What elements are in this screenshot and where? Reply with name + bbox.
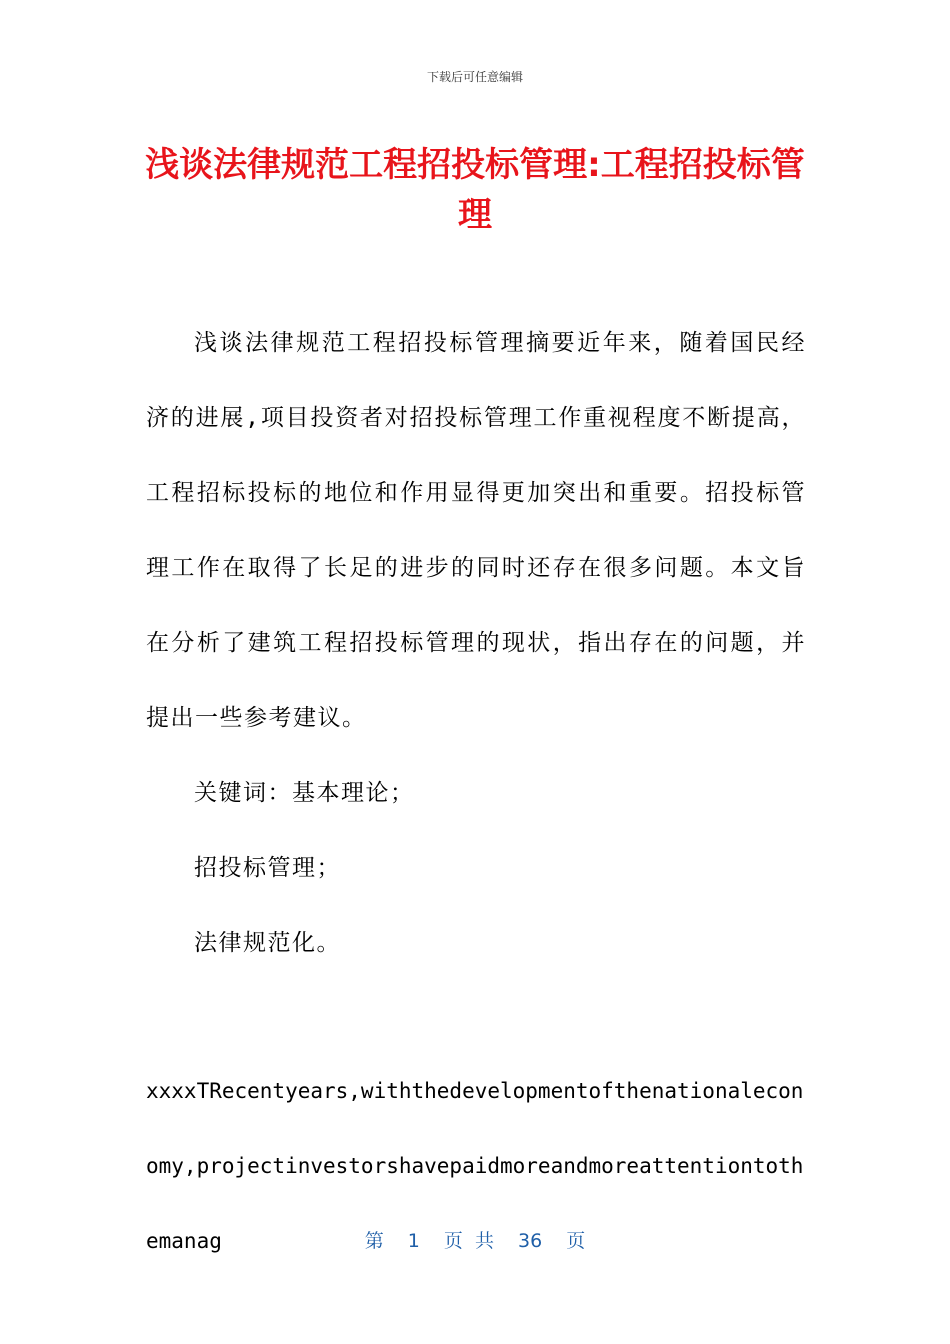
footer-prefix: 第	[364, 1230, 384, 1252]
footer-page-number: 1	[407, 1230, 420, 1252]
footer-mid: 页 共	[443, 1230, 494, 1252]
abstract-paragraph: 浅谈法律规范工程招投标管理摘要近年来，随着国民经济的进展,项目投资者对招投标管理工作重视程度不断提高，工程招标投标的地位和作用显得更加突出和重要。招投标管理工作在取得了长足的进步的同时还存在很多问题。本文旨在分析了建筑工程招投标管理的现状，指出存在的问题，并提出一些参考建议。	[146, 330, 806, 731]
document-title: 浅谈法律规范工程招投标管理:工程招投标管理	[145, 145, 805, 235]
keyword-line-2: 招投标管理；	[194, 855, 341, 881]
footer-suffix: 页	[566, 1230, 586, 1252]
footer-total-pages: 36	[518, 1230, 543, 1252]
keyword-line-3: 法律规范化。	[194, 930, 341, 956]
header-note: 下载后可任意编辑	[426, 70, 523, 84]
english-abstract: xxxxTRecentyears,withthedevelopmentofthenationaleconomy,projectinvestorshavepaidmoreandmoreattentiontothemanag	[146, 1079, 804, 1253]
page-footer	[0, 1226, 950, 1253]
keyword-line-1: 关键词：基本理论；	[194, 780, 415, 806]
